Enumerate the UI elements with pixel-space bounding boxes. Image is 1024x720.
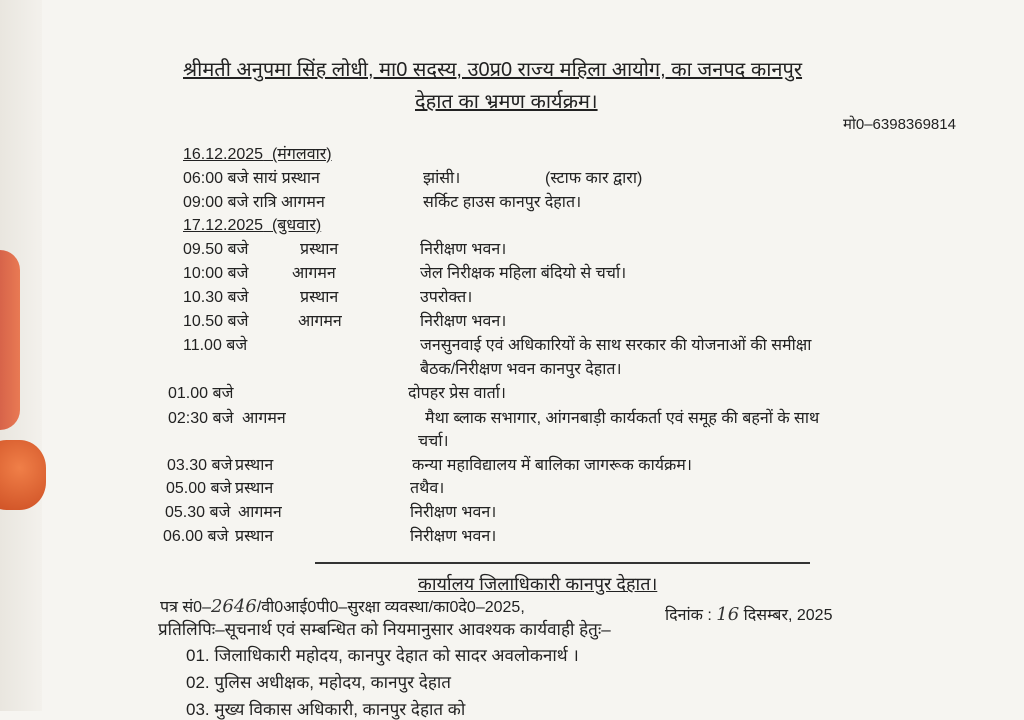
recipient: 01. जिलाधिकारी महोदय, कानपुर देहात को सादर अवलोकनार्थ ।	[186, 646, 579, 665]
schedule-action: आगमन	[292, 265, 336, 282]
schedule-time: 10:00 बजे	[183, 265, 249, 282]
date: 16.12.2025	[183, 146, 264, 163]
schedule-place: मैथा ब्लाक सभागार, आंगनबाड़ी कार्यकर्ता एवं समूह की बहनों के साथ	[425, 410, 820, 427]
date-heading	[183, 145, 332, 165]
schedule-time: 11.00 बजे	[183, 337, 248, 354]
schedule-time: 10.30 बजे	[183, 289, 249, 306]
date-month-year: दिसम्बर, 2025	[743, 607, 833, 624]
schedule-place: सर्किट हाउस कानपुर देहात।	[423, 194, 582, 211]
office-heading: कार्यालय जिलाधिकारी कानपुर देहात।	[418, 574, 658, 594]
schedule-place-continued: चर्चा।	[418, 433, 449, 450]
weekday: (बुधवार)	[271, 217, 322, 234]
weekday: (मंगलवार)	[271, 146, 332, 163]
schedule-action: आगमन	[238, 504, 282, 521]
schedule-place: झांसी।	[423, 170, 461, 187]
document-title-line1: श्रीमती अनुपमा सिंह लोधी, मा0 सदस्य, उ0प्र0 राज्य महिला आयोग, का जनपद कानपुर	[183, 59, 803, 81]
schedule-place: उपरोक्त।	[420, 289, 473, 306]
schedule-place: जनसुनवाई एवं अधिकारियों के साथ सरकार की योजनाओं की समीक्षा	[420, 337, 812, 354]
recipient: 03. मुख्य विकास अधिकारी, कानपुर देहात को	[186, 700, 466, 719]
schedule-time: 09:00 बजे रात्रि आगमन	[183, 194, 325, 211]
schedule-action: प्रस्थान	[300, 241, 339, 258]
schedule-note: (स्टाफ कार द्वारा)	[545, 170, 643, 187]
handwritten-date-day: 16	[716, 604, 740, 625]
document-title-line2: देहात का भ्रमण कार्यक्रम।	[415, 91, 598, 113]
schedule-action: प्रस्थान	[235, 457, 274, 474]
mobile-number: मो0–6398369814	[843, 116, 956, 133]
schedule-time: 06.00 बजे	[163, 528, 229, 545]
schedule-action: आगमन	[242, 410, 286, 427]
letter-reference	[160, 597, 525, 618]
schedule-place: निरीक्षण भवन।	[420, 241, 507, 258]
letter-date	[665, 605, 832, 626]
schedule-place: निरीक्षण भवन।	[420, 313, 507, 330]
recipient: 02. पुलिस अधीक्षक, महोदय, कानपुर देहात	[186, 673, 451, 692]
copy-line: प्रतिलिपिः–सूचनार्थ एवं सम्बन्धित को नियमानुसार आवश्यक कार्यवाही हेतुः–	[158, 620, 611, 639]
date-heading	[183, 216, 321, 236]
schedule-action: प्रस्थान	[300, 289, 339, 306]
schedule-action: आगमन	[298, 313, 342, 330]
schedule-place-continued: बैठक/निरीक्षण भवन कानपुर देहात।	[420, 361, 622, 378]
background-object	[0, 440, 46, 510]
handwritten-letter-number: 2646	[210, 596, 257, 617]
schedule-action: प्रस्थान	[235, 480, 274, 497]
schedule-time: 02:30 बजे	[168, 410, 234, 427]
date: 17.12.2025	[183, 217, 264, 234]
schedule-place: तथैव।	[410, 480, 445, 497]
date-label: दिनांक :	[665, 607, 712, 624]
schedule-action: प्रस्थान	[235, 528, 274, 545]
schedule-time: 03.30 बजे	[167, 457, 233, 474]
letter-prefix: पत्र सं0–	[160, 599, 211, 616]
background-object	[0, 250, 20, 430]
schedule-place: जेल निरीक्षक महिला बंदियो से चर्चा।	[420, 265, 627, 282]
schedule-time: 01.00 बजे	[168, 385, 234, 402]
schedule-time: 05.00 बजे	[166, 480, 232, 497]
schedule-time: 05.30 बजे	[165, 504, 231, 521]
schedule-place: दोपहर प्रेस वार्ता।	[408, 385, 506, 402]
schedule-time: 06:00 बजे सायं प्रस्थान	[183, 170, 320, 187]
schedule-time: 10.50 बजे	[183, 313, 249, 330]
schedule-place: निरीक्षण भवन।	[410, 528, 497, 545]
schedule-time: 09.50 बजे	[183, 241, 249, 258]
schedule-place: निरीक्षण भवन।	[410, 504, 497, 521]
schedule-place: कन्या महाविद्यालय में बालिका जागरूक कार्यक्रम।	[412, 457, 692, 474]
letter-suffix: /वी0आई0पी0–सुरक्षा व्यवस्था/का0दे0–2025,	[256, 599, 525, 616]
divider	[315, 562, 810, 564]
